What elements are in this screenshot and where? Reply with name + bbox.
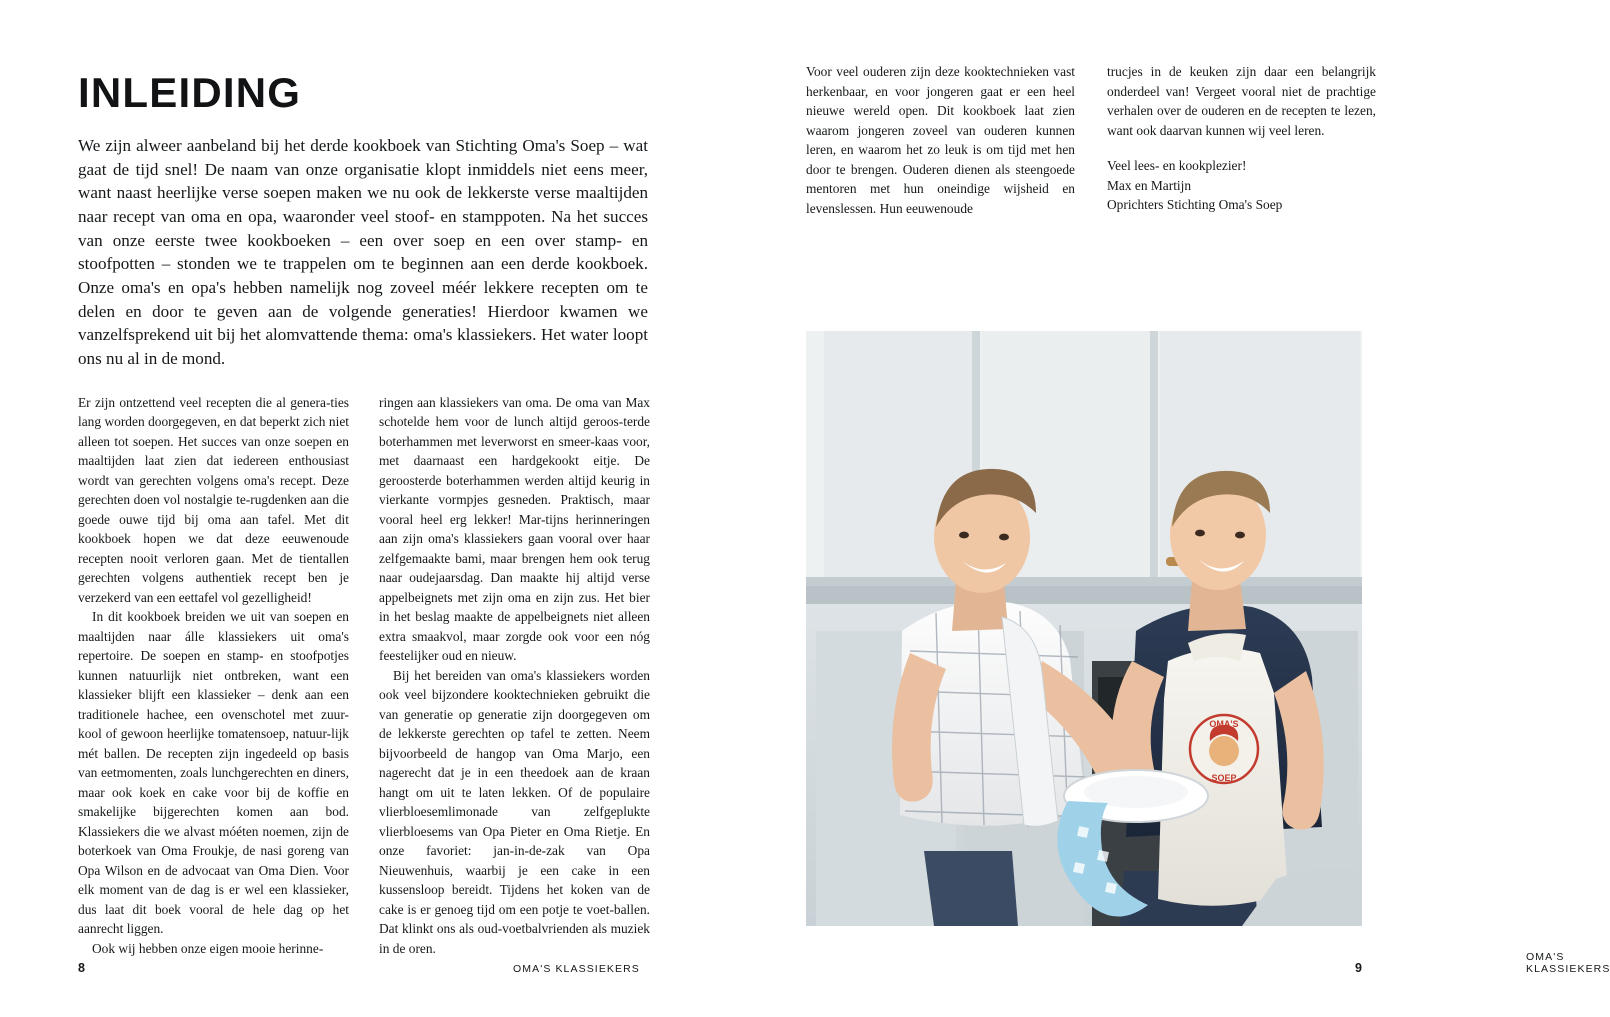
- right-column-2: [1107, 62, 1376, 218]
- svg-text:SOEP: SOEP: [1211, 773, 1237, 783]
- paragraph: Er zijn ontzettend veel recepten die al genera-ties lang worden doorgegeven, en dat beperkt zich niet alleen tot soepen. Het succes van onze soepen en maaltijden laat zien dat iedereen enthousiast wordt van gerechten volgens oma's recept. Deze gerechten doen vol nostalgie te-rugdenken aan die goede ouwe tijd bij oma aan tafel. Met dit kookboek hopen we dat deze eeuwenoude recepten nooit verloren gaan. Met de tientallen gerechten volgens authentiek recept ben je verzekerd van een eettafel vol gezelligheid!: [78, 394, 349, 605]
- paragraph: ringen aan klassiekers van oma. De oma van Max schotelde hem voor de lunch altijd geroos-terde boterhammen met leverworst en smeer-kaas voor, met daarnaast een hardgekookt eitje. De geroosterde boterhammen werden altijd keurig in vierkante vormpjes gesneden. Praktisch, maar vooral heel erg lekker! Mar-tijns herinneringen aan zijn oma's klassiekers gaan vooral over haar zelfgemaakte bami, maar brengen hem ook terug naar oudejaarsdag. Dan maakte hij altijd verse appelbeignets met zijn oma en zijn zus. Het bier in het beslag maakte de appelbeignets niet alleen extra smaakvol, maar zorgde ook voor een nóg feestelijker oud en nieuw.: [379, 394, 650, 664]
- left-column-2: [379, 393, 650, 959]
- intro-paragraph: We zijn alweer aanbeland bij het derde kookboek van Stichting Oma's Soep – wat gaat de tijd snel! De naam van onze organisatie klopt inmiddels niet eens meer, want naast heerlijke verse soepen maken we nu ook de lekkerste verse maaltijden naar recept van oma en opa, waaronder veel stoof- en stamppoten. Na het succes van onze eerste twee kookboeken – een over soep en een over stamp- en stoofpotten – stonden we te trappelen om te beginnen aan een derde kookboek. Onze oma's en opa's hebben namelijk nog zoveel méér lekkere recepten om te delen en door te geven aan de volgende generaties! Hierdoor kwamen we vanzelfsprekend uit bij het alomvattende thema: oma's klassiekers. Het water loopt ons nu al in de mond.: [78, 136, 648, 369]
- paragraph: Voor veel ouderen zijn deze kooktechnieken vast herkenbaar, en voor jongeren gaat er een heel nieuwe wereld open. Dit kookboek laat zien waarom jongeren zoveel van ouderen kunnen leren, en waarom het zo leuk is om tijd met hen door te brengen. Ouderen dienen als steengoede mentoren met hun oneindige wijsheid en levenslessen. Hun eeuwenoude: [806, 64, 1075, 216]
- signature-line: Veel lees- en kookplezier!: [1107, 158, 1247, 173]
- photo-illustration: [806, 331, 1362, 926]
- paragraph: Bij het bereiden van oma's klassiekers worden ook veel bijzondere kooktechnieken gebruikt die van generatie op generatie zijn doorgegeven om de lekkerste gerechten op tafel te zetten. Neem bijvoorbeeld de hangop van Oma Marjo, een nagerecht dat je in een theedoek aan de kraan hangt om uit te laten lekken. Of de populaire vlierbloesemlimonade van zelfgeplukte vlierbloesems van Opa Pieter en Oma Rietje. En onze favoriet: jan-in-de-zak van Opa Nieuwenhuis, waarbij je een cake in een kussensloop bereidt. Tijdens het koken van de cake is er genoeg tijd om een potje te voet-ballen. Dat klinkt ons als oud-voetbalvrienden als muziek in de oren.: [379, 667, 650, 956]
- page-right: [720, 0, 1610, 1017]
- page-left: [0, 0, 720, 1017]
- svg-text:OMA'S: OMA'S: [1209, 719, 1239, 729]
- page-number-left: 8: [78, 961, 85, 975]
- page-title: INLEIDING: [78, 69, 302, 116]
- signature-line: Max en Martijn: [1107, 177, 1192, 193]
- signature-block: [1107, 156, 1376, 215]
- right-body-columns: [806, 62, 1376, 218]
- paragraph: In dit kookboek breiden we uit van soepen en maaltijden naar álle klassiekers uit oma's repertoire. De soepen en stamp- en stoofpotjes kunnen natuurlijk niet ontbreken, want een klassieker blijft een klassieker – denk aan een traditionele hachee, een ovenschotel met zuur-kool of gewoon heerlijke tomatensoep, natuur-lijk mét ballen. De recepten zijn ingedeeld op basis van eetmomenten, zoals lunchgerechten en diners, maar ook koek en cake voor bij de koffie en smakelijke bijgerechten komen aan bod. Klassiekers die we alvast móéten noemen, zijn de boterkoek van Oma Froukje, de nasi goreng van Opa Wilson en de advocaat van Oma Dien. Voor elk moment van de dag is er wel een klassieker, dus laat dit boek vooral de hele dag op het aanrecht liggen.: [78, 609, 349, 937]
- running-head-right: OMA'S KLASSIEKERS: [1526, 951, 1610, 975]
- page-number-right: 9: [1355, 961, 1362, 975]
- paragraph: trucjes in de keuken zijn daar een belangrijk onderdeel van! Vergeet vooral niet de prachtige verhalen over de ouderen en de recepten te lezen, want ook daarvan kunnen wij veel leren.: [1107, 64, 1376, 138]
- paragraph: Ook wij hebben onze eigen mooie herinne-: [92, 940, 324, 956]
- left-column-1: [78, 393, 349, 959]
- right-column-1: [806, 62, 1075, 218]
- photo-two-men-in-kitchen-drying-dishes: [806, 331, 1362, 926]
- signature-line: Oprichters Stichting Oma's Soep: [1107, 197, 1283, 212]
- running-head-left: OMA'S KLASSIEKERS: [513, 963, 640, 975]
- left-body-columns: [78, 393, 650, 959]
